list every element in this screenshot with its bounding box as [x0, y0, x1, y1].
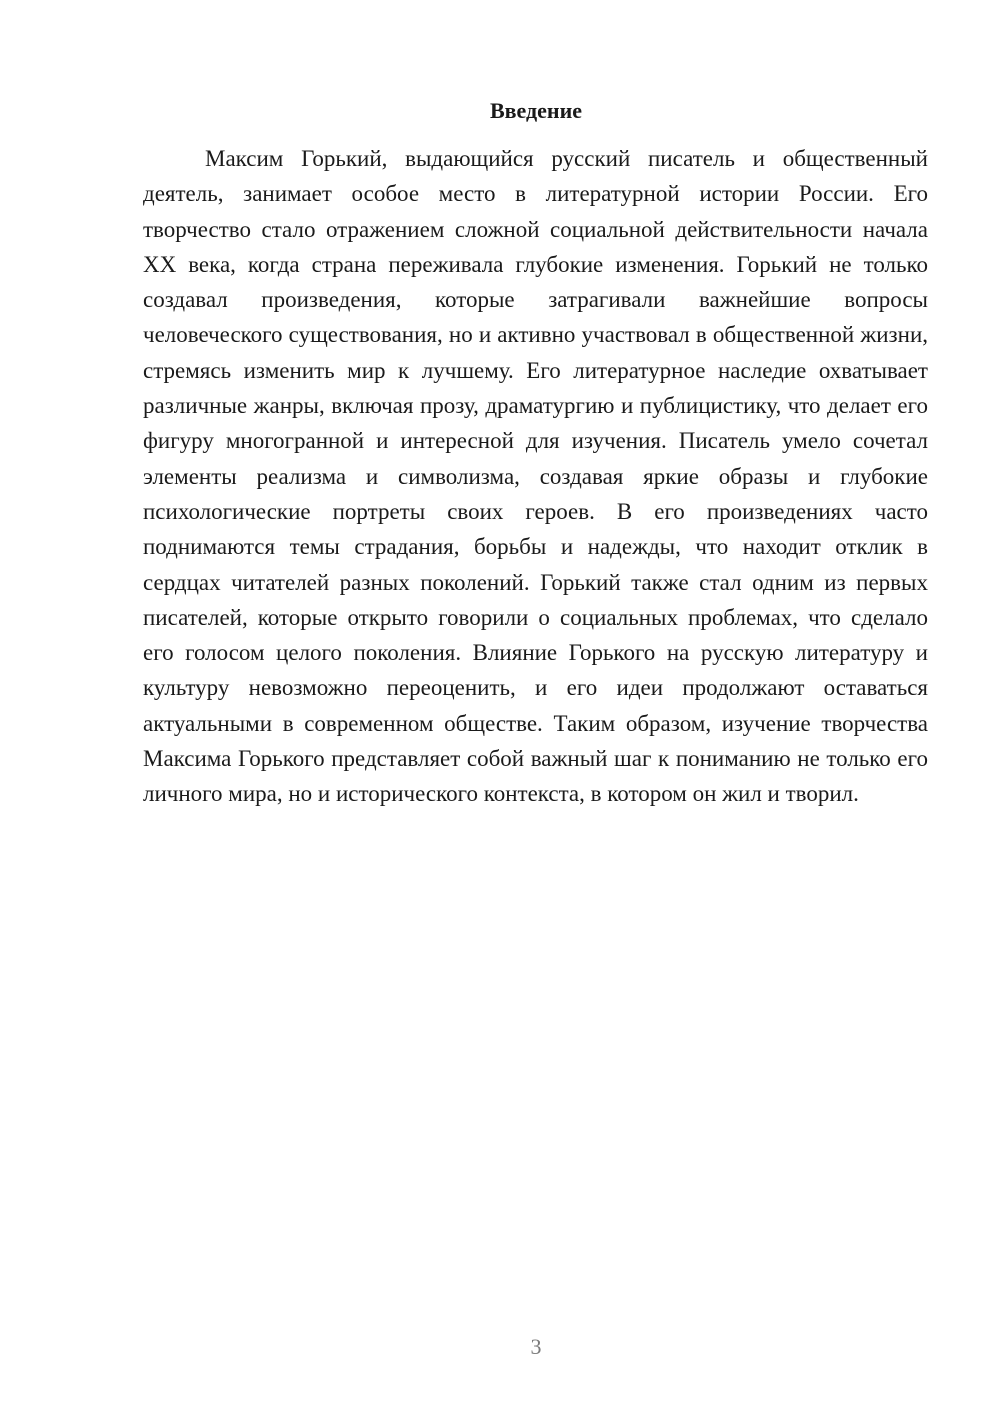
introduction-paragraph: Максим Горький, выдающийся русский писатель и общественный деятель, занимает особое место в литературной истории России. Его творчество стало отражением сложной социальной действительности начала XX века, когда страна переживала глубокие изменения. Горький не только создавал произведения, которые затрагивали важнейшие вопросы человеческого существования, но и активно участвовал в общественной жизни, стремясь изменить мир к лучшему. Его литературное наследие охватывает различные жанры, включая прозу, драматургию и публицистику, что делает его фигуру многогранной и интересной для изучения. Писатель умело сочетал элементы реализма и символизма, создавая яркие образы и глубокие психологические портреты своих героев. В его произведениях часто поднимаются темы страдания, борьбы и надежды, что находит отклик в сердцах читателей разных поколений. Горький также стал одним из первых писателей, которые открыто говорили о социальных проблемах, что сделало его голосом целого поколения. Влияние Горького на русскую литературу и культуру невозможно переоценить, и его идеи продолжают оставаться актуальными в современном обществе. Таким образом, изучение творчества Максима Горького представляет собой важный шаг к пониманию не только его личного мира, но и исторического контекста, в котором он жил и творил. [143, 146, 928, 807]
page-number: 3 [530, 1334, 542, 1359]
section-heading: Введение [489, 98, 583, 123]
